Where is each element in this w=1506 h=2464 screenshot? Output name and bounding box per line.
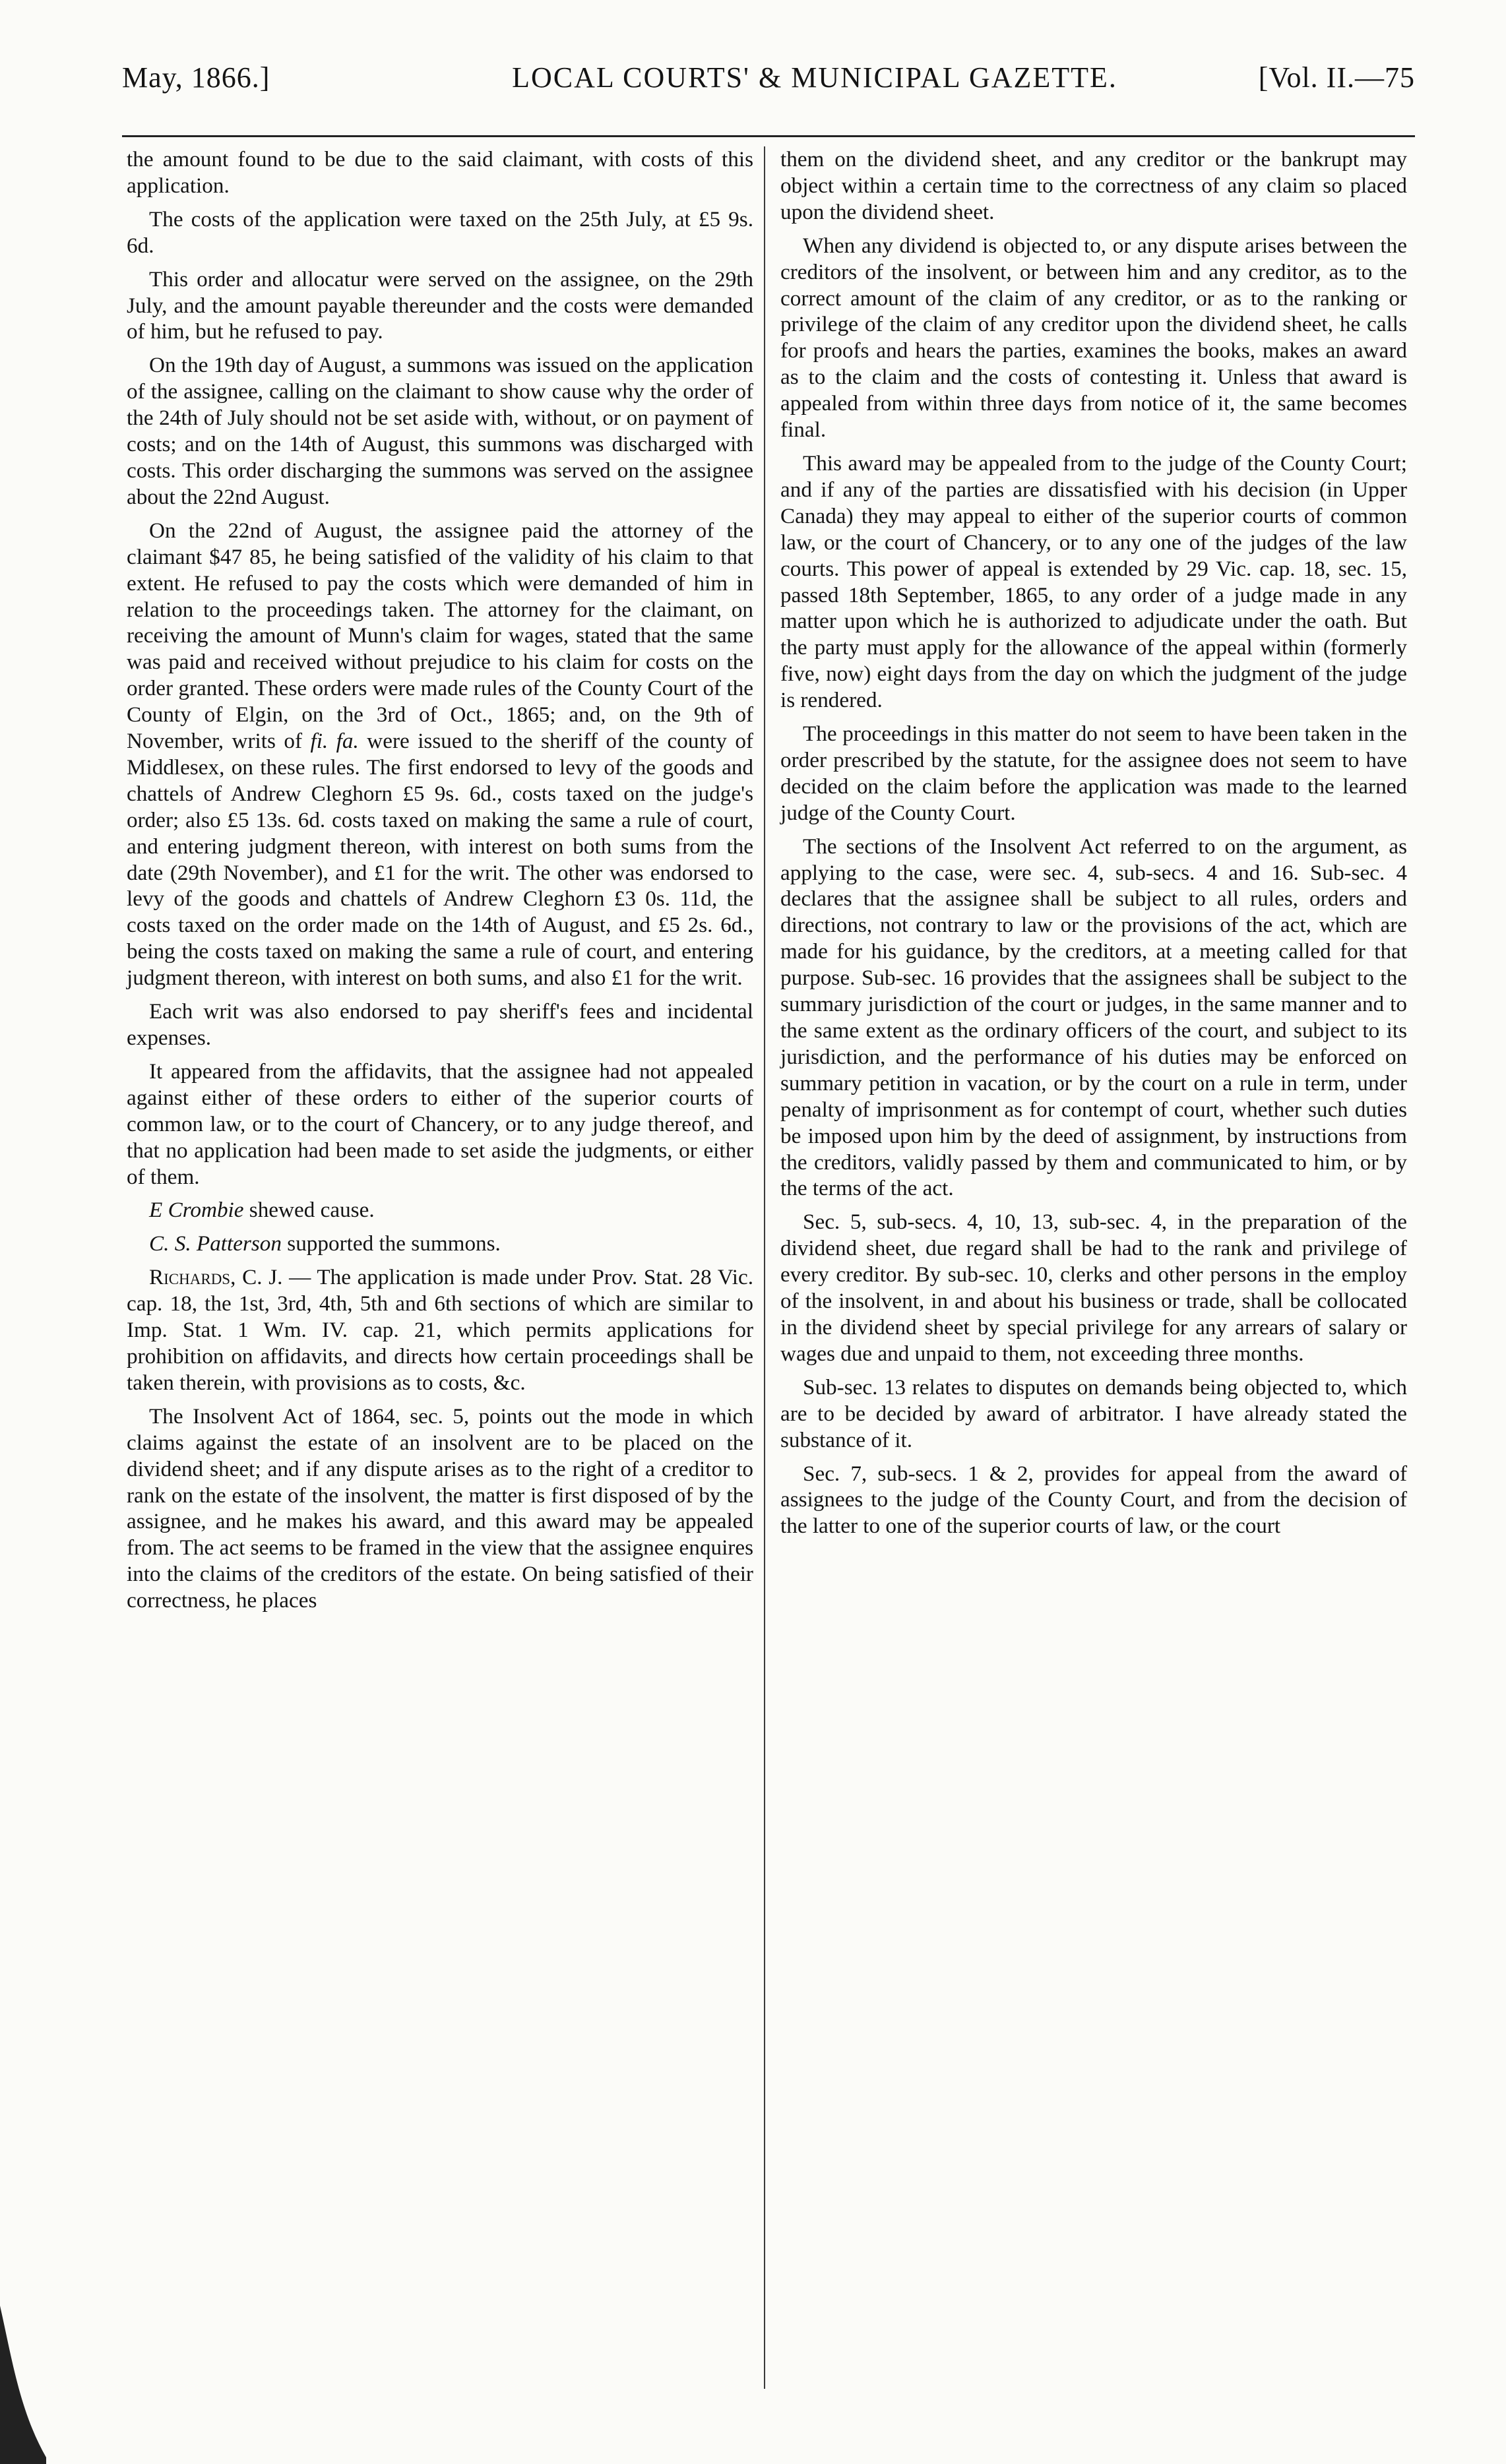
right-column <box>780 146 1407 1547</box>
paragraph-text: shewed cause. <box>243 1198 375 1223</box>
paragraph <box>127 1264 753 1396</box>
header-rule <box>122 135 1415 137</box>
paragraph: The costs of the application were taxed on the 25th July, at £5 9s. 6d. <box>127 206 753 258</box>
paragraph <box>127 1231 753 1257</box>
paragraph: them on the dividend sheet, and any creditor or the bankrupt may object within a certain time to the correctness of any claim so placed upon the dividend sheet. <box>780 147 1407 224</box>
page-header <box>122 61 1415 113</box>
paragraph: It appeared from the affidavits, that the assignee had not appealed against either of these orders to either of the superior courts of common law, or to the court of Chancery, or to any judge thereof, and that no application had been made to set aside the judgments, or either of them. <box>127 1059 753 1189</box>
paragraph: Sec. 5, sub-secs. 4, 10, 13, sub-sec. 4, in the preparation of the dividend sheet, due regard shall be had to the rank and privilege of every creditor. By sub-sec. 10, clerks and other persons in the employ of the insolvent, in and about his business or trade, shall be collocated in the dividend sheet by special privilege for any arrears of salary or wages due and unpaid to them, not exceeding three months. <box>780 1210 1407 1366</box>
header-title: LOCAL COURTS' & MUNICIPAL GAZETTE. <box>512 61 1117 94</box>
binding-edge-mark <box>0 2279 53 2464</box>
paragraph-text: — The application is made under Prov. Stat. 28 Vic. cap. 18, the 1st, 3rd, 4th, 5th and 6th sections of which are similar to Imp. Stat. 1 Wm. IV. cap. 21, which permits applications for prohibition on affidavits, and directs how certain proceedings shall be taken therein, with provisions as to costs, &c. <box>127 1265 753 1395</box>
paragraph: Each writ was also endorsed to pay sheriff's fees and incidental expenses. <box>127 999 753 1050</box>
paragraph-text: were issued to the sheriff of the county of Middlesex, on these rules. The first endorsed to levy of the goods and chattels of Andrew Cleghorn £5 9s. 6d., costs taxed on the judge's order; also £5 13s. 6d. costs taxed on making the same a rule of court, and entering judgment thereon, with interest on both sums from the date (29th November), and £1 for the writ. The other was endorsed to levy of the goods and chattels of Andrew Cleghorn £3 0s. 11d, the costs taxed on the order made on the 14th of August, and £5 2s. 6d., being the costs taxed on making the same a rule of court, and entering judgment thereon, with interest on both sums, and also £1 for the writ. <box>127 729 753 991</box>
paragraph: The sections of the Insolvent Act referred to on the argument, as applying to the case, were sec. 4, sub-secs. 4 and 16. Sub-sec. 4 declares that the assignee shall be subject to all rules, orders and directions, not contrary to law or the provisions of the act, which are made for his guidance, by the creditors, at a meeting called for that purpose. Sub-sec. 16 provides that the assignees shall be subject to the summary jurisdiction of the court or judges, in the same manner and to the same extent as the ordinary officers of the court, and subject to its jurisdiction, and the performance of his duties may be enforced on summary petition in vacation, or by the court on a rule in term, under penalty of imprisonment as for contempt of court, whether such duties be imposed upon him by the deed of assignment, by instructions from the creditors, validly passed by them and communicated to him, or by the terms of the act. <box>780 834 1407 1201</box>
paragraph-text: On the 22nd of August, the assignee paid the attorney of the claimant $47 85, he being satisfied of the validity of his claim to that extent. He refused to pay the costs which were demanded of him in relation to the proceedings taken. The attorney for the claimant, on receiving the amount of Munn's claim for wages, stated that the same was paid and received without prejudice to his claim for costs on the order granted. These orders were made rules of the County Court of the County of Elgin, on the 3rd of Oct., 1865; and, on the 9th of November, writs of <box>127 518 753 754</box>
fi-fa-italic: fi. fa. <box>310 729 359 754</box>
paragraph: The Insolvent Act of 1864, sec. 5, points out the mode in which claims against the estate of an insolvent are to be placed on the dividend sheet; and if any dispute arises as to the right of a creditor to rank on the estate of the insolvent, the matter is first disposed of by the assignee, and he makes his award, and this award may be appealed from. The act seems to be framed in the view that the assignee enquires into the claims of the creditors of the estate. On being satisfied of their correctness, he places <box>127 1403 753 1613</box>
paragraph <box>127 518 753 991</box>
paragraph-text: supported the summons. <box>281 1231 501 1256</box>
column-divider <box>764 146 765 2389</box>
paragraph: Sub-sec. 13 relates to disputes on demands being objected to, which are to be decided by award of arbitrator. I have already stated the substance of it. <box>780 1374 1407 1452</box>
paragraph: Sec. 7, sub-secs. 1 & 2, provides for appeal from the award of assignees to the judge of the County Court, and from the decision of the latter to one of the superior courts of law, or the court <box>780 1461 1407 1539</box>
paragraph: On the 19th day of August, a summons was issued on the application of the assignee, calling on the claimant to show cause why the order of the 24th of July should not be set aside with, without, or on payment of costs; and on the 14th of August, this summons was discharged with costs. This order discharging the summons was served on the assignee about the 22nd August. <box>127 353 753 509</box>
paragraph <box>127 1197 753 1223</box>
left-column <box>127 146 753 1621</box>
counsel-name: C. S. Patterson <box>149 1231 282 1256</box>
paragraph: This award may be appealed from to the judge of the County Court; and if any of the parties are dissatisfied with his decision (in Upper Canada) they may appeal to either of the superior courts of common law, or the court of Chancery, or to any one of the judges of the law courts. This power of appeal is extended by 29 Vic. cap. 18, sec. 15, passed 18th September, 1865, to any order of a judge made in any matter upon which he is authorized to adjudicate under the oath. But the party must apply for the allowance of the appeal within (formerly five, now) eight days from the day on which the judgment of the judge is rendered. <box>780 450 1407 713</box>
paragraph: This order and allocatur were served on the assignee, on the 29th July, and the amount payable thereunder and the costs were demanded of him, but he refused to pay. <box>127 266 753 344</box>
paragraph: When any dividend is objected to, or any dispute arises between the creditors of the insolvent, or between him and any creditor, as to the correct amount of the claim of any creditor, or as to the ranking or privilege of the claim of any creditor upon the dividend sheet, he calls for proofs and hears the parties, examines the books, makes an award as to the claim and the costs of contesting it. Unless that award is appealed from within three days from notice of it, the same becomes final. <box>780 233 1407 443</box>
judge-name: Richards, C. J. <box>149 1265 283 1290</box>
header-date: May, 1866.] <box>122 61 270 94</box>
counsel-name: E Crombie <box>149 1198 244 1223</box>
header-volume: [Vol. II.—75 <box>1258 61 1415 94</box>
paragraph: The proceedings in this matter do not seem to have been taken in the order prescribed by the statute, for the assignee does not seem to have decided on the claim before the application was made to the learned judge of the County Court. <box>780 722 1407 825</box>
paragraph: the amount found to be due to the said claimant, with costs of this application. <box>127 147 753 198</box>
